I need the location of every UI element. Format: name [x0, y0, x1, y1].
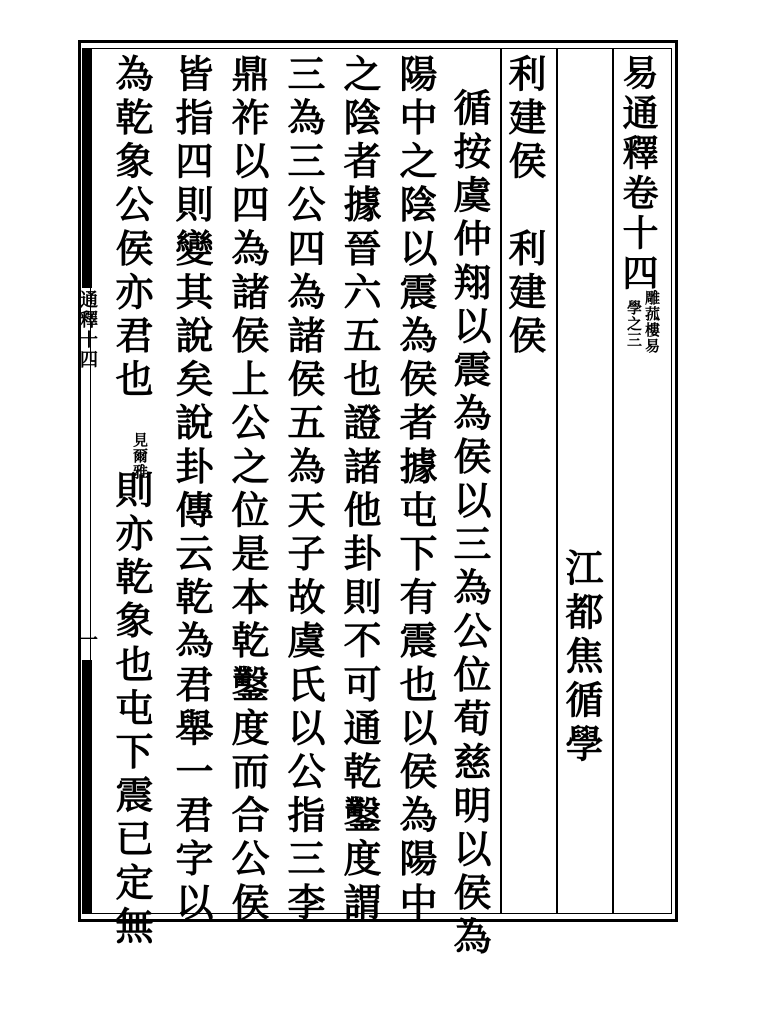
series-note-line1: 雕菰樓易 [643, 290, 661, 354]
text-column-7: 皆指四則變其說矣說卦傳云乾為君舉一君字以 [169, 54, 214, 926]
interlinear-note: 見爾雅 [131, 432, 149, 480]
margin-black-bar [82, 660, 92, 914]
column-rule [556, 48, 558, 914]
author-line: 江都焦循學 [559, 548, 604, 768]
text-column-4: 之陰者據晉六五也證諸他卦則不可通乾鑿度謂 [337, 54, 382, 926]
text-column-6: 鼎祚以四為諸侯上公之位是本乾鑿度而合公侯 [225, 54, 270, 926]
section-heading: 利建侯 利建侯 [502, 54, 547, 360]
text-column-8b: 則亦乾象也屯下震已定無 [109, 470, 154, 950]
column-rule [612, 48, 614, 914]
text-column-2: 循按虞仲翔以震為侯以三為公位荀慈明以侯為 [447, 88, 492, 960]
text-column-5: 三為三公四為諸侯五為天子故虞氏以公指三李 [281, 54, 326, 926]
book-title: 易通釋卷十四 [617, 54, 659, 294]
margin-black-bar [82, 48, 92, 288]
series-note-line2: 學之三 [625, 300, 643, 348]
text-column-3: 陽中之陰以震為侯者據屯下有震也以侯為陽中 [393, 54, 438, 926]
margin-page-number: 一 [77, 630, 98, 650]
text-column-8a: 為乾象公侯亦君也 [109, 54, 154, 403]
margin-label: 通釋十四 [77, 290, 98, 370]
